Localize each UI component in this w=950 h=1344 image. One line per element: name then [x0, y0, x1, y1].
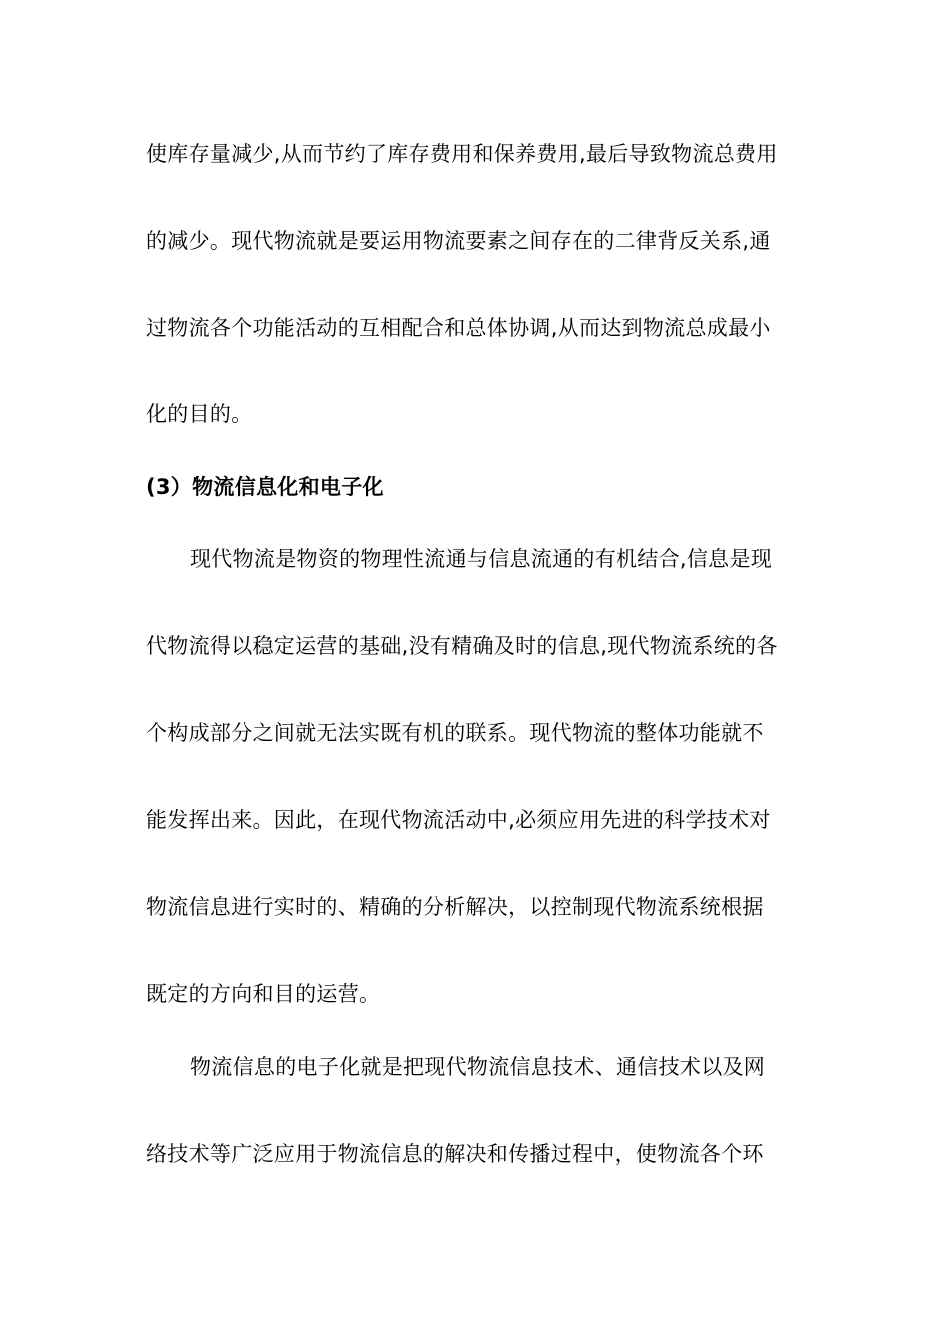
- section-heading: (3）物流信息化和电子化: [146, 475, 384, 499]
- paragraph-line: 物流信息的电子化就是把现代物流信息技术、通信技术以及网: [190, 1055, 766, 1079]
- paragraph-line: 化的目的。: [146, 402, 253, 426]
- paragraph-line: 既定的方向和目的运营。: [146, 982, 381, 1006]
- paragraph-line: 使库存量减少,从而节约了库存费用和保养费用,最后导致物流总费用: [146, 142, 778, 166]
- paragraph-line: 代物流得以稳定运营的基础,没有精确及时的信息,现代物流系统的各: [146, 634, 778, 658]
- paragraph-line: 能发挥出来。因此，在现代物流活动中,必须应用先进的科学技术对: [146, 808, 771, 832]
- paragraph-line: 的减少。现代物流就是要运用物流要素之间存在的二律背反关系,通: [146, 229, 771, 253]
- paragraph-line: 络技术等广泛应用于物流信息的解决和传播过程中，使物流各个环: [146, 1142, 764, 1166]
- paragraph-line: 物流信息进行实时的、精确的分析解决，以控制现代物流系统根据: [146, 895, 764, 919]
- paragraph-line: 现代物流是物资的物理性流通与信息流通的有机结合,信息是现: [190, 547, 773, 571]
- paragraph-line: 过物流各个功能活动的互相配合和总体协调,从而达到物流总成最小: [146, 316, 771, 340]
- paragraph-line: 个构成部分之间就无法实既有机的联系。现代物流的整体功能就不: [146, 721, 764, 745]
